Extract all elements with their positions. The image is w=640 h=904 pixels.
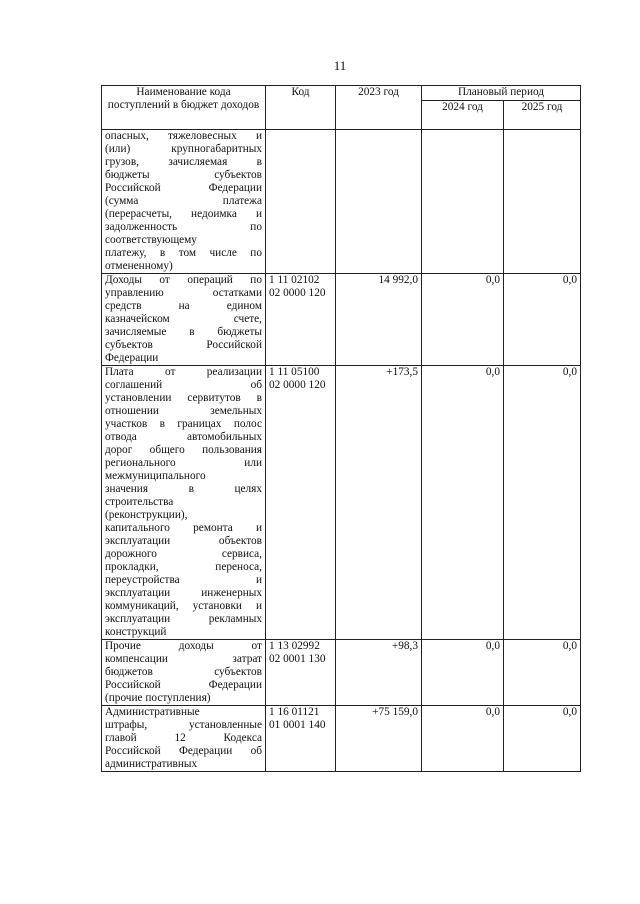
header-year-2025: 2025 год <box>504 101 581 130</box>
page-number: 11 <box>333 58 347 73</box>
revenue-name-line: (сумма платежа <box>105 195 262 207</box>
revenue-name-line: коммуникаций, установки и <box>105 600 262 612</box>
amount-2025-cell: 0,0 <box>504 706 581 772</box>
revenue-name-line: бюджетов субъектов <box>105 666 262 678</box>
amount-2025-cell <box>504 130 581 274</box>
revenue-name-line: Российской Федерации <box>105 679 262 691</box>
revenue-name-line: задолженность по <box>105 221 262 233</box>
amount-2023-cell: +173,5 <box>336 366 422 640</box>
revenue-code-line: 01 0001 140 <box>269 719 326 731</box>
revenue-code-cell <box>266 274 336 366</box>
revenue-name-cell <box>102 366 266 640</box>
table-row <box>102 274 581 366</box>
revenue-code-line: 1 11 02102 <box>269 274 320 286</box>
revenue-name-line: соглашений об <box>105 379 262 391</box>
revenue-name-line: Российской Федерации об <box>105 745 262 757</box>
revenue-name-line: отношении земельных <box>105 405 262 417</box>
revenue-code-cell <box>266 130 336 274</box>
table-row <box>102 706 581 772</box>
amount-2025-cell: 0,0 <box>504 274 581 366</box>
amount-2025-cell: 0,0 <box>504 640 581 706</box>
revenue-code-line: 02 0000 120 <box>269 287 326 299</box>
table-row <box>102 640 581 706</box>
revenue-name-line: опасных, тяжеловесных и <box>105 130 262 142</box>
revenue-name-line: эксплуатации рекламных <box>105 613 262 625</box>
amount-2024-cell: 0,0 <box>422 640 504 706</box>
header-planned-period: Плановый период <box>422 86 581 101</box>
revenue-name-line: прокладки, переноса, <box>105 561 262 573</box>
amount-2024-cell: 0,0 <box>422 274 504 366</box>
revenue-name-line: главой 12 Кодекса <box>105 732 262 744</box>
revenue-code-cell <box>266 640 336 706</box>
revenue-code-cell <box>266 366 336 640</box>
revenue-name-line: Федерации <box>105 352 159 364</box>
revenue-name-line: казначейском счете, <box>105 313 262 325</box>
revenue-name-line: конструкций <box>105 626 167 638</box>
revenue-code-line: 02 0001 130 <box>269 653 326 665</box>
revenue-name-line: участков в границах полос <box>105 418 262 430</box>
revenue-name-line: капитального ремонта и <box>105 522 262 534</box>
revenue-name-line: Плата от реализации <box>105 366 262 378</box>
header-code: Код <box>266 86 336 130</box>
table-row <box>102 130 581 274</box>
revenue-code-line: 02 0000 120 <box>269 379 326 391</box>
revenue-name-line: отмененному) <box>105 260 173 272</box>
budget-table <box>101 85 581 772</box>
revenue-name-line: отвода автомобильных <box>105 431 262 443</box>
amount-2023-cell: +75 159,0 <box>336 706 422 772</box>
revenue-name-line: соответствующему <box>105 234 197 246</box>
revenue-name-line: платежу, в том числе по <box>105 247 262 259</box>
revenue-name-line: компенсации затрат <box>105 653 262 665</box>
header-year-2023: 2023 год <box>336 86 422 130</box>
revenue-name-line: переустройства и <box>105 574 262 586</box>
revenue-name-line: зачисляемые в бюджеты <box>105 326 262 338</box>
amount-2024-cell <box>422 130 504 274</box>
revenue-name-line: административных <box>105 758 198 770</box>
header-year-2024: 2024 год <box>422 101 504 130</box>
amount-2023-cell: 14 992,0 <box>336 274 422 366</box>
revenue-name-line: (перерасчеты, недоимка и <box>105 208 262 220</box>
revenue-name-line: межмуниципального <box>105 470 206 482</box>
revenue-name-line: средств на едином <box>105 300 262 312</box>
revenue-name-line: штрафы, установленные <box>105 719 262 731</box>
revenue-name-line: Доходы от операций по <box>105 274 262 286</box>
revenue-name-line: строительства <box>105 496 174 508</box>
revenue-name-line: эксплуатации объектов <box>105 535 262 547</box>
revenue-name-line: Прочие доходы от <box>105 640 262 652</box>
amount-2024-cell: 0,0 <box>422 706 504 772</box>
revenue-name-cell <box>102 274 266 366</box>
amount-2025-cell: 0,0 <box>504 366 581 640</box>
revenue-name-line: (прочие поступления) <box>105 692 211 704</box>
revenue-code-line: 1 13 02992 <box>269 640 320 652</box>
revenue-name-line: Российской Федерации <box>105 182 262 194</box>
table-row <box>102 366 581 640</box>
revenue-name-cell <box>102 130 266 274</box>
revenue-name-cell <box>102 640 266 706</box>
revenue-name-line: грузов, зачисляемая в <box>105 156 262 168</box>
revenue-name-line: Административные <box>105 706 200 718</box>
revenue-name-line: установлении сервитутов в <box>105 392 262 404</box>
header-name: Наименование кода поступлений в бюджет доходов <box>102 86 266 130</box>
revenue-code-line: 1 16 01121 <box>269 706 320 718</box>
revenue-name-line: значения в целях <box>105 483 262 495</box>
revenue-name-line: эксплуатации инженерных <box>105 587 262 599</box>
amount-2023-cell <box>336 130 422 274</box>
amount-2024-cell: 0,0 <box>422 366 504 640</box>
revenue-name-line: (или) крупногабаритных <box>105 143 262 155</box>
revenue-name-line: дорог общего пользования <box>105 444 262 456</box>
revenue-code-line: 1 11 05100 <box>269 366 320 378</box>
revenue-name-line: (реконструкции), <box>105 509 188 521</box>
revenue-name-line: субъектов Российской <box>105 339 262 351</box>
revenue-name-line: дорожного сервиса, <box>105 548 262 560</box>
revenue-name-line: бюджеты субъектов <box>105 169 262 181</box>
revenue-name-cell <box>102 706 266 772</box>
revenue-name-line: регионального или <box>105 457 262 469</box>
revenue-code-cell <box>266 706 336 772</box>
amount-2023-cell: +98,3 <box>336 640 422 706</box>
revenue-name-line: управлению остатками <box>105 287 262 299</box>
